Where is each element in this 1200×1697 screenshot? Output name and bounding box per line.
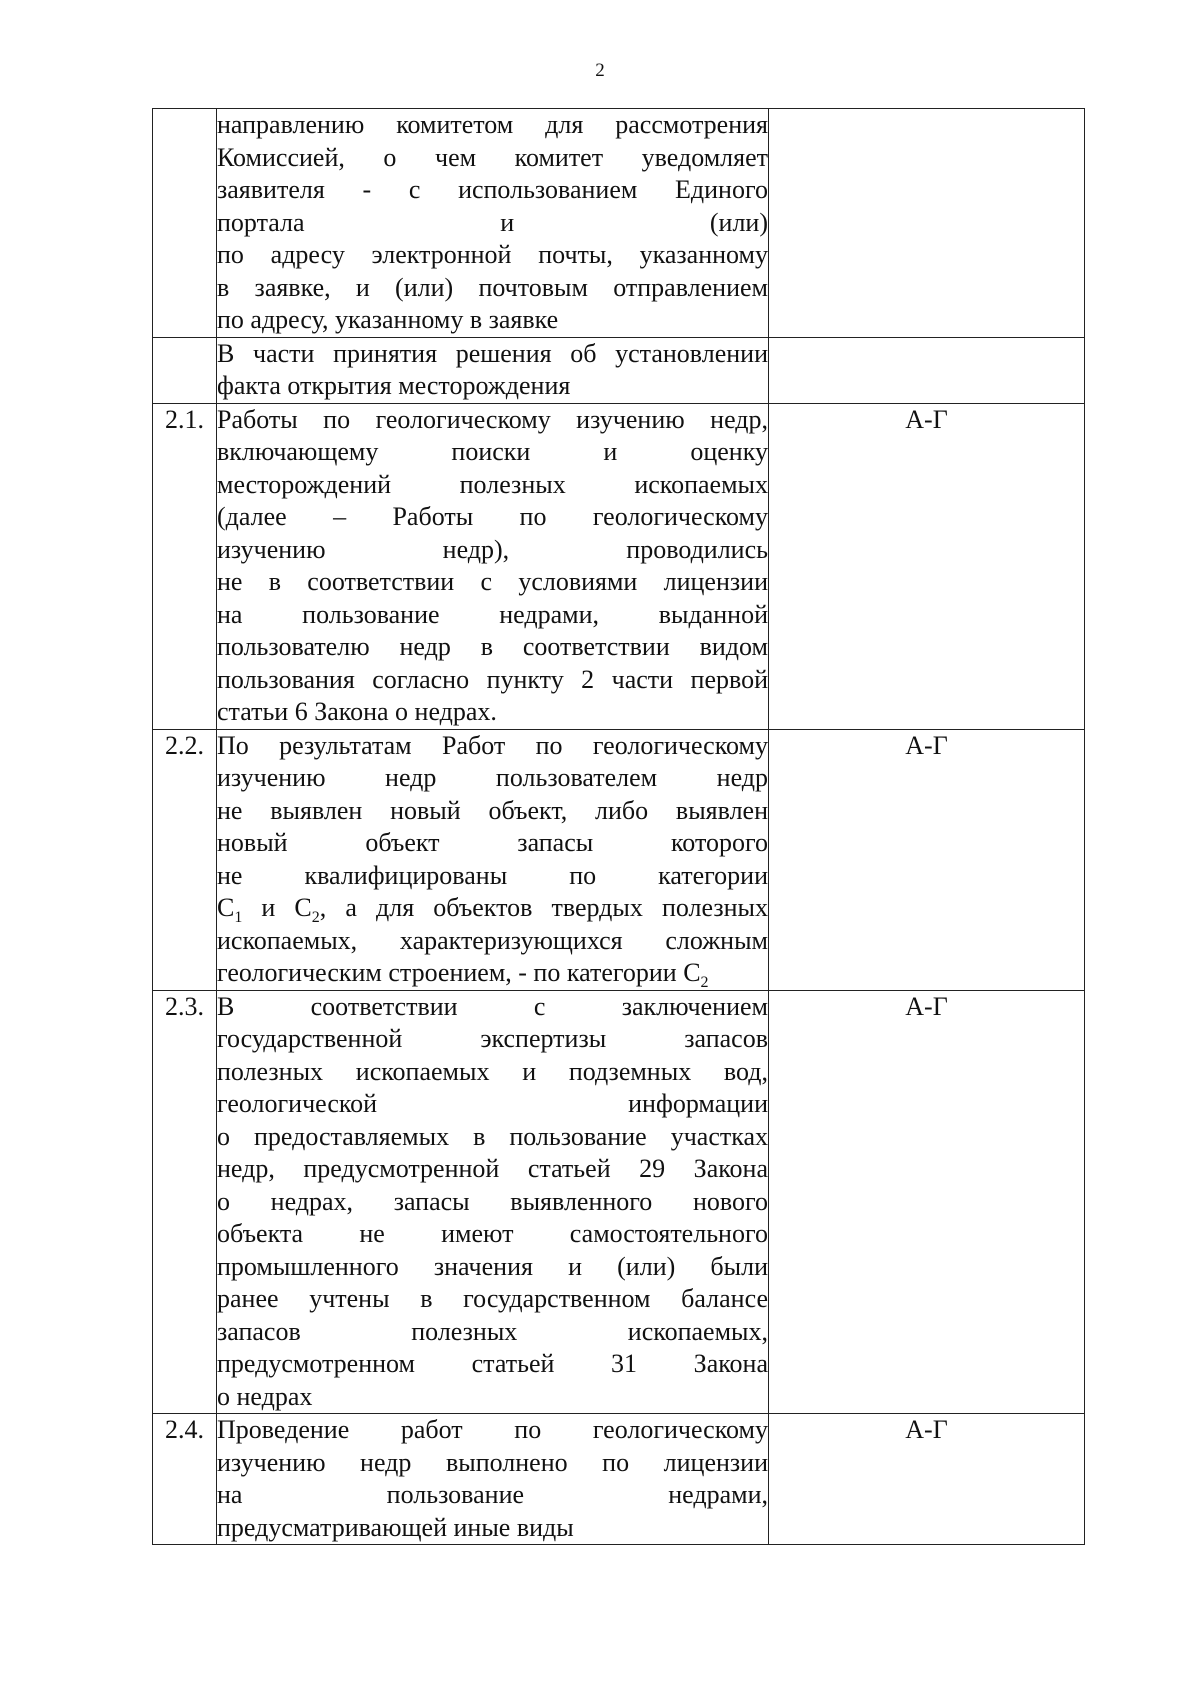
table-body — [153, 109, 1085, 1545]
text-line: государственной экспертизы запасов — [217, 1024, 768, 1053]
row-code-cell — [769, 337, 1085, 403]
text-line: (далее – Работы по геологическому — [217, 502, 768, 531]
row-code-cell — [769, 109, 1085, 338]
text-line: ископаемых, характеризующихся сложным — [217, 925, 768, 955]
text-line: не выявлен новый объект, либо выявлен — [217, 795, 768, 825]
table-row — [153, 990, 1085, 1414]
text-line: объекта не имеют самостоятельного — [217, 1219, 768, 1248]
row-code-cell: А-Г — [769, 990, 1085, 1414]
criteria-table — [152, 108, 1085, 1545]
table-row — [153, 729, 1085, 990]
text-line: о недрах — [217, 1381, 313, 1411]
table-row — [153, 403, 1085, 729]
row-text-cell — [217, 729, 769, 990]
text-line: изучению недр), проводились — [217, 534, 768, 564]
row-text-cell — [217, 1414, 769, 1545]
text-line: не квалифицированы по категории — [217, 860, 768, 890]
row-text-cell — [217, 337, 769, 403]
text-line: статьи 6 Закона о недрах. — [217, 697, 497, 726]
row-number-cell: 2.1. — [153, 403, 217, 729]
row-text-cell — [217, 403, 769, 729]
row-text-cell — [217, 109, 769, 338]
text-line: недр, предусмотренной статьей 29 Закона — [217, 1154, 768, 1183]
text-line: не в соответствии с условиями лицензии — [217, 567, 768, 596]
text-line: По результатам Работ по геологическому — [217, 730, 768, 760]
text-line: запасов полезных ископаемых, — [217, 1316, 768, 1346]
text-line: геологическим строением, - по категории $C_2$ — [217, 958, 709, 992]
text-line: новый объект запасы которого — [217, 828, 768, 857]
row-code-cell: А-Г — [769, 403, 1085, 729]
text-line: включающему поиски и оценку — [217, 437, 768, 466]
row-text-cell — [217, 990, 769, 1414]
text-line: факта открытия месторождения — [217, 371, 571, 400]
text-line: на пользование недрами, выданной — [217, 599, 768, 629]
text-line: В соответствии с заключением — [217, 991, 768, 1021]
text-line: месторождений полезных ископаемых — [217, 469, 768, 499]
text-line: о недрах, запасы выявленного нового — [217, 1186, 768, 1216]
text-line: предусматривающей иные виды — [217, 1512, 574, 1542]
text-line: направлению комитетом для рассмотрения — [217, 110, 768, 139]
text-line: В части принятия решения об установлении — [217, 338, 768, 368]
text-line: о предоставляемых в пользование участках — [217, 1121, 768, 1151]
row-number-cell: 2.3. — [153, 990, 217, 1414]
text-line: заявителя - с использованием Единого — [217, 175, 768, 204]
text-line: полезных ископаемых и подземных вод, — [217, 1056, 768, 1086]
text-line: геологической информации — [217, 1089, 768, 1118]
text-line: портала и (или) — [217, 207, 768, 237]
text-line: на пользование недрами, — [217, 1480, 768, 1509]
text-line: пользователю недр в соответствии видом — [217, 632, 768, 661]
text-line: Работы по геологическому изучению недр, — [217, 404, 768, 434]
text-line: $C_1$ и $C_2$, а для объектов твердых полезных — [217, 893, 768, 927]
row-number-cell: 2.4. — [153, 1414, 217, 1545]
text-line: Проведение работ по геологическому — [217, 1415, 768, 1444]
text-line: предусмотренном статьей 31 Закона — [217, 1349, 768, 1378]
text-line: по адресу, указанному в заявке — [217, 305, 559, 334]
table-row — [153, 109, 1085, 338]
text-line: Комиссией, о чем комитет уведомляет — [217, 142, 768, 172]
table-row — [153, 1414, 1085, 1545]
text-line: изучению недр выполнено по лицензии — [217, 1447, 768, 1477]
text-line: промышленного значения и (или) были — [217, 1251, 768, 1281]
row-number-cell: 2.2. — [153, 729, 217, 990]
text-line: по адресу электронной почты, указанному — [217, 240, 768, 269]
table-row — [153, 337, 1085, 403]
row-code-cell: А-Г — [769, 729, 1085, 990]
page-number: 2 — [595, 60, 605, 81]
text-line: в заявке, и (или) почтовым отправлением — [217, 272, 768, 302]
text-line: пользования согласно пункту 2 части первой — [217, 664, 768, 694]
row-code-cell: А-Г — [769, 1414, 1085, 1545]
row-number-cell — [153, 109, 217, 338]
row-number-cell — [153, 337, 217, 403]
text-line: изучению недр пользователем недр — [217, 763, 768, 792]
text-line: ранее учтены в государственном балансе — [217, 1284, 768, 1313]
